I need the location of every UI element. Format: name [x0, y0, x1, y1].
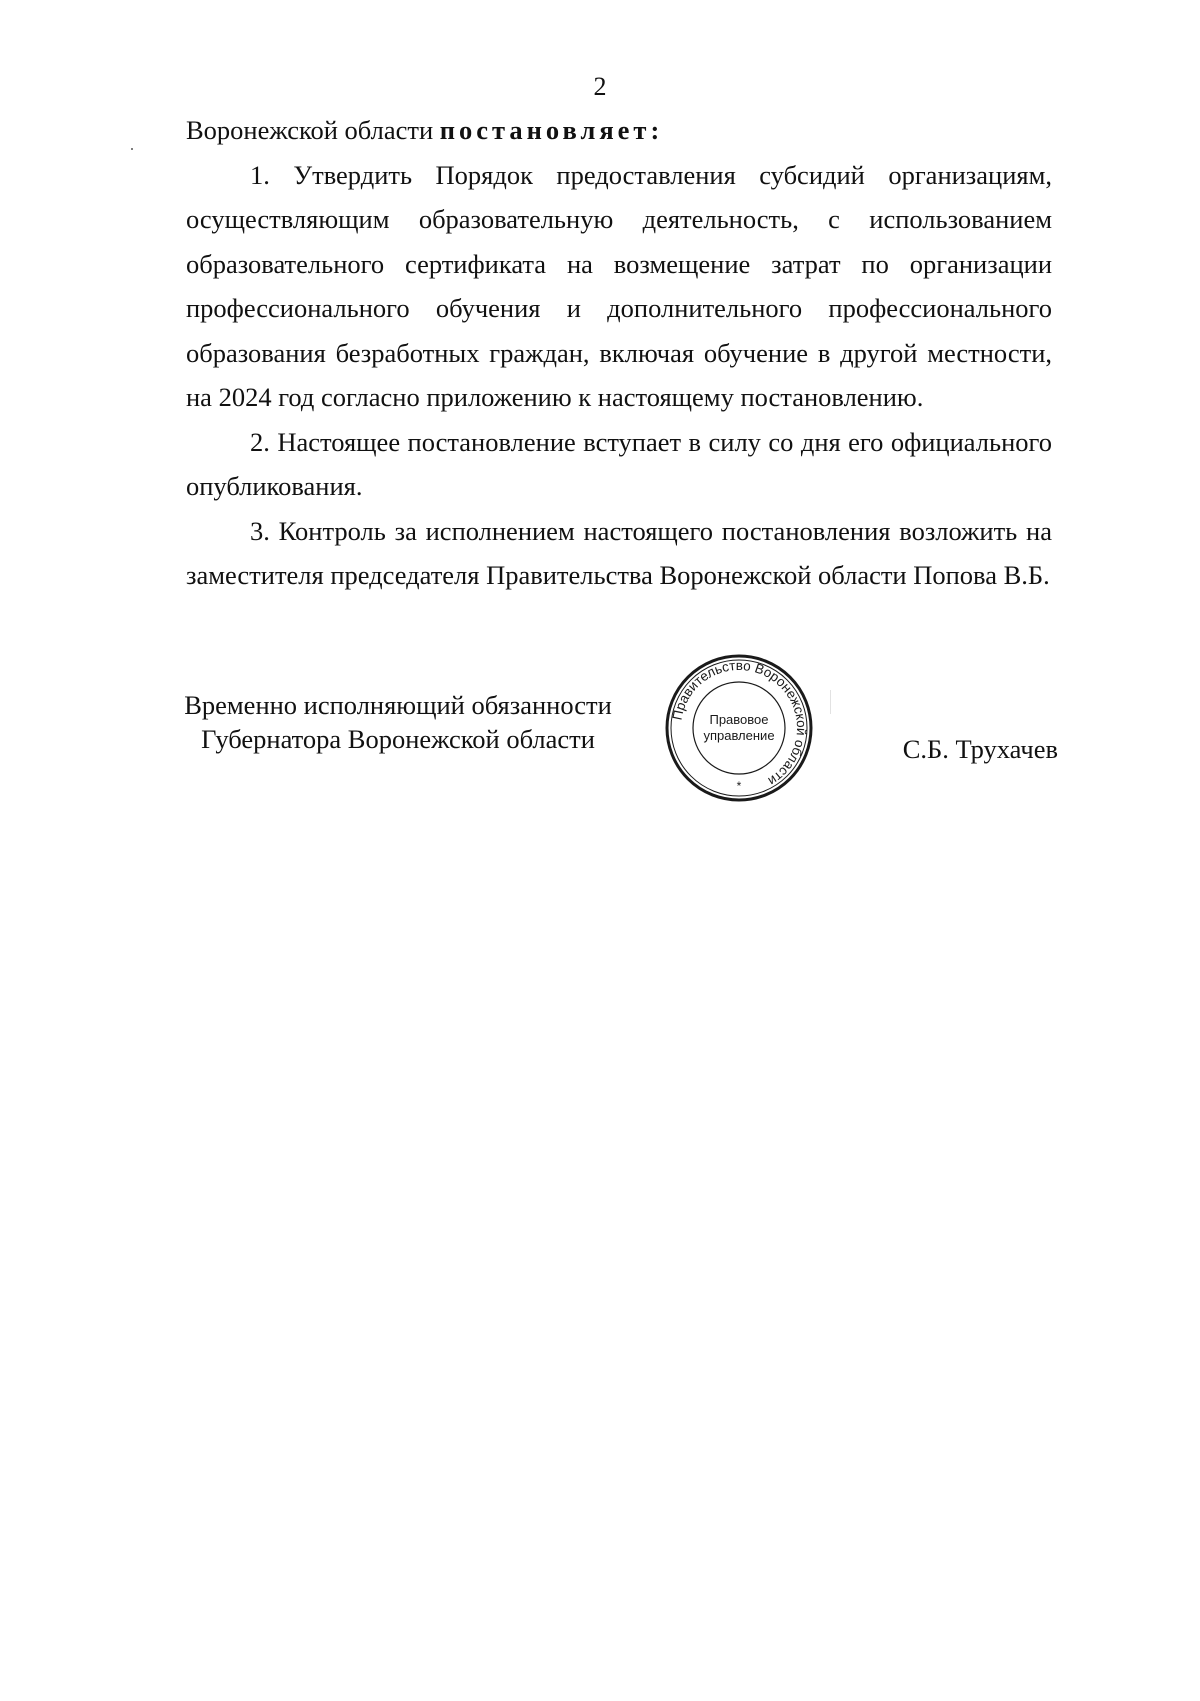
lead-prefix: Воронежской области: [186, 115, 440, 145]
stamp-star-mark: *: [736, 779, 742, 793]
signatory-position-line-1: Временно исполняющий обязанности: [184, 690, 612, 720]
official-stamp: [663, 652, 815, 804]
stamp-seal-graphic: [663, 652, 815, 804]
signatory-position-line-2: Губернатора Воронежской области: [201, 724, 595, 754]
scan-artifact-line: [830, 690, 831, 714]
stamp-center-line-2: управление: [703, 728, 775, 743]
paragraph-2: 2. Настоящее постановление вступает в силу со дня его официального опубликования.: [186, 426, 1052, 501]
page-number: 2: [593, 72, 607, 101]
lead-emphasis: постановляет:: [439, 115, 664, 145]
signatory-position: [178, 688, 618, 756]
paragraph-3: 3. Контроль за исполнением настоящего постановления возложить на заместителя председателя Правительства Воронежской области Попова В.Б.: [186, 515, 1052, 590]
scan-artifact: [131, 148, 133, 150]
stamp-center-line-1: Правовое: [709, 712, 769, 727]
stamp-outer-text: Правительство Воронежской области: [669, 657, 810, 789]
lead-line: [186, 108, 1052, 153]
paragraph-1: 1. Утвердить Порядок предоставления субсидий организациям, осуществляющим образовательную деятельность, с использованием образовательного сертификата на возмещение затрат по организации профессионального обучения и дополнительного профессионального образования безработных граждан, включая обучение в другой местности, на 2024 год согласно приложению к настоящему постановлению.: [186, 159, 1052, 412]
signatory-name: С.Б. Трухачев: [902, 734, 1058, 764]
document-body: [186, 108, 1052, 598]
